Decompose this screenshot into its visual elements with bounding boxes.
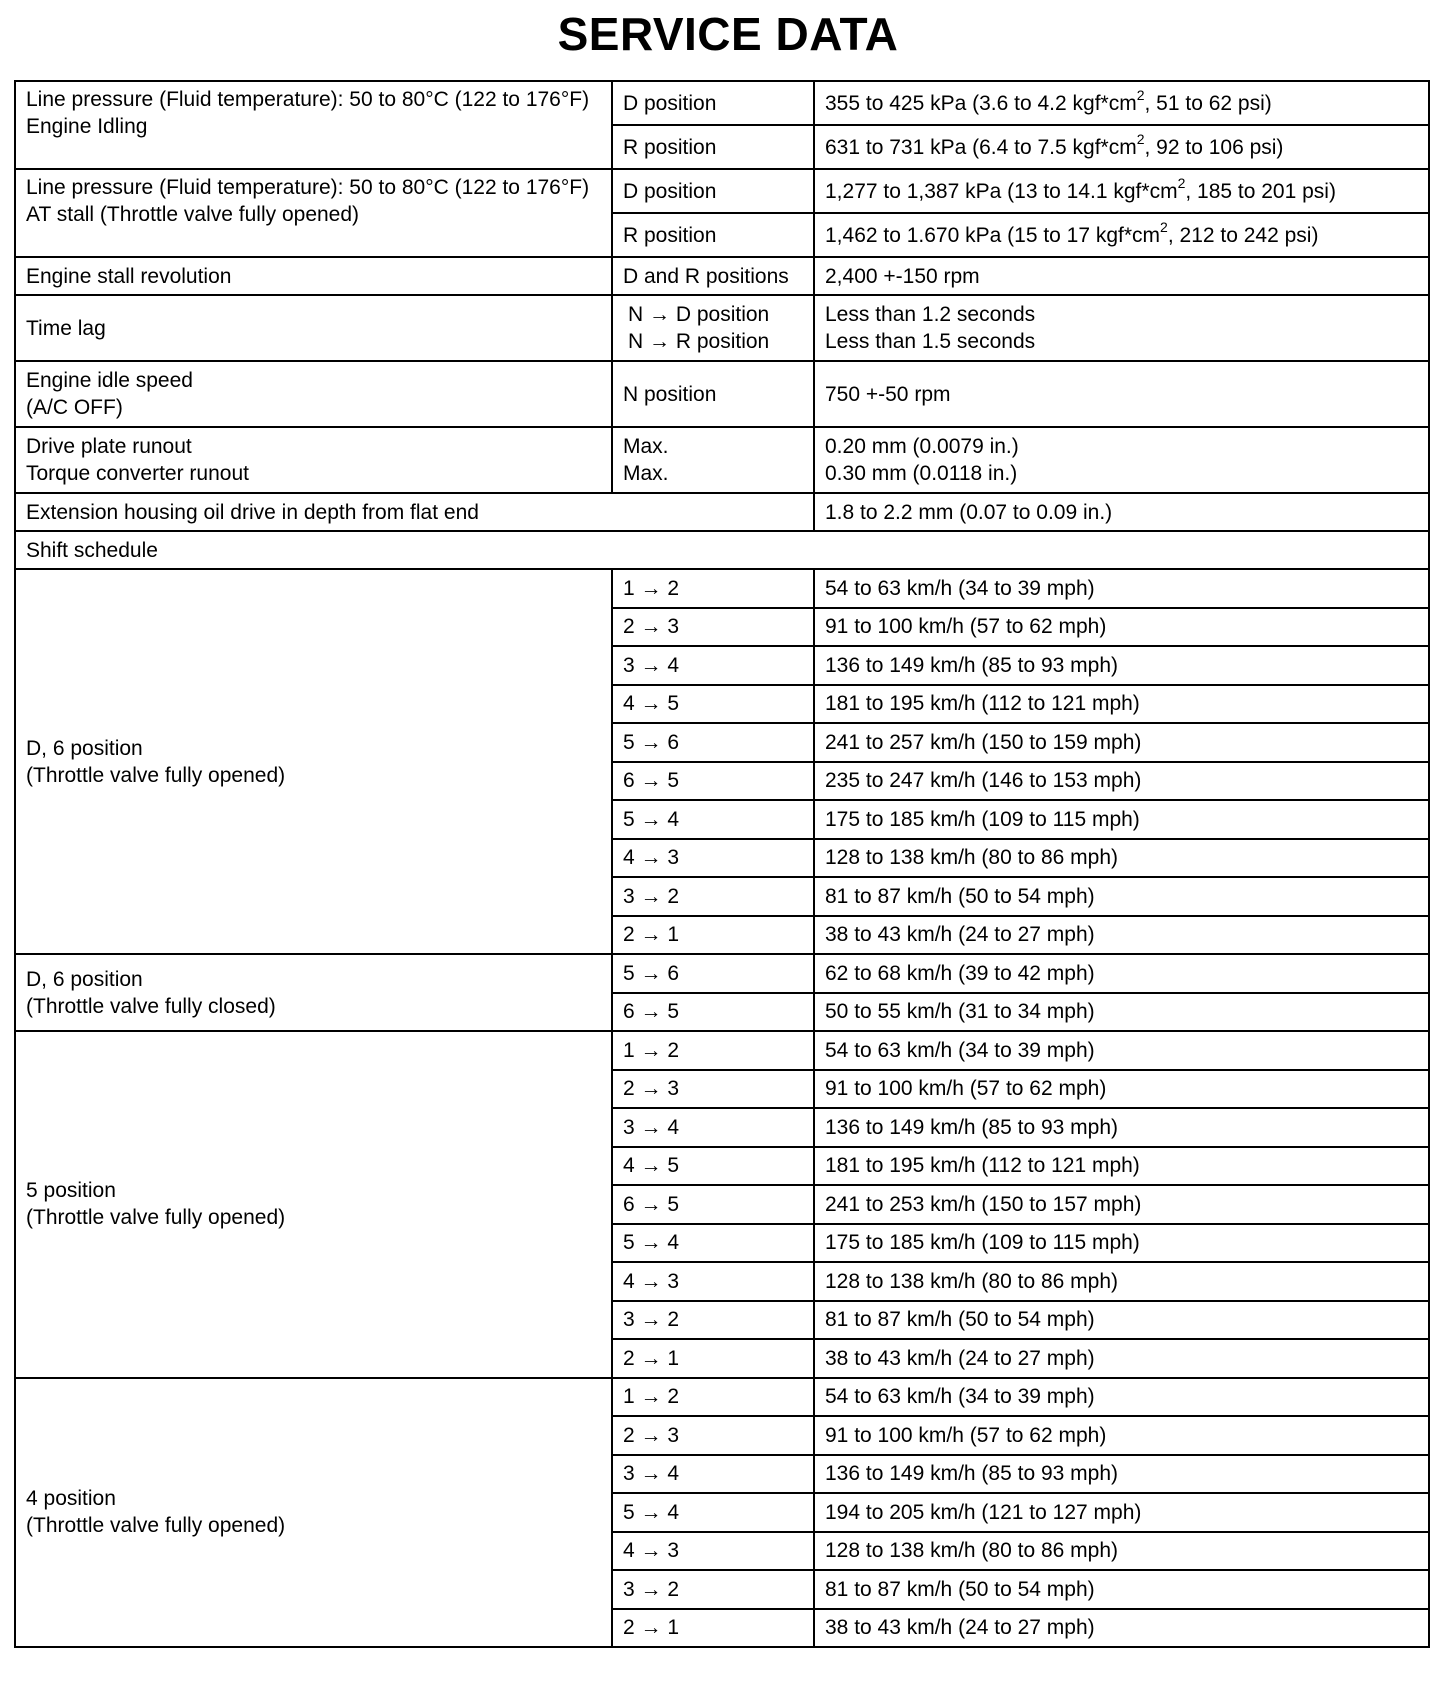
speed-cell: 91 to 100 km/h (57 to 62 mph): [814, 1416, 1429, 1455]
engine-idling-label: Engine Idling: [26, 115, 148, 138]
speed-cell: 175 to 185 km/h (109 to 115 mph): [814, 1224, 1429, 1263]
shift-group-throttle: (Throttle valve fully opened): [26, 1206, 286, 1230]
shift-cell: 1 → 2: [612, 1378, 814, 1417]
condition-cell: R position: [612, 125, 814, 169]
shift-group-label: [15, 569, 612, 954]
condition-cell: Max. Max.: [612, 427, 814, 493]
speed-cell: 241 to 257 km/h (150 to 159 mph): [814, 723, 1429, 762]
time-lag-label: Time lag: [15, 295, 612, 361]
at-stall-label: AT stall (Throttle valve fully opened): [26, 203, 360, 226]
idle-speed-label: Engine idle speed (A/C OFF): [15, 361, 612, 427]
shift-cell: 4 → 3: [612, 1262, 814, 1301]
runout-label: Drive plate runout Torque converter runout: [15, 427, 612, 493]
speed-cell: 54 to 63 km/h (34 to 39 mph): [814, 569, 1429, 608]
shift-group-position: D, 6 position: [26, 736, 143, 760]
table-row: [15, 257, 1429, 295]
shift-cell: 2 → 1: [612, 1609, 814, 1648]
value-cell: 1,462 to 1.670 kPa (15 to 17 $kgf*cm^2$, 212 to 242 psi): [814, 213, 1429, 257]
condition-cell: D and R positions: [612, 257, 814, 295]
condition-cell: R position: [612, 213, 814, 257]
line-pressure-label-text: Line pressure (Fluid temperature): 50 to 80°C (122 to 176°F): [26, 88, 590, 111]
shift-cell: 4 → 3: [612, 1532, 814, 1571]
table-row: [15, 81, 1429, 125]
shift-cell: 3 → 2: [612, 1570, 814, 1609]
shift-cell: 3 → 2: [612, 1301, 814, 1340]
shift-cell: 6 → 5: [612, 762, 814, 801]
condition-cell: N position: [612, 361, 814, 427]
shift-cell: 6 → 5: [612, 993, 814, 1032]
line-pressure-label-text: Line pressure (Fluid temperature): 50 to 80°C (122 to 176°F): [26, 176, 590, 199]
shift-group-throttle: (Throttle valve fully opened): [26, 763, 286, 787]
value-cell: 1,277 to 1,387 kPa (13 to 14.1 $kgf*cm^2$, 185 to 201 psi): [814, 169, 1429, 213]
shift-group-throttle: (Throttle valve fully closed): [26, 994, 276, 1018]
service-data-table: [14, 80, 1430, 1648]
shift-group-position: 5 position: [26, 1179, 116, 1203]
speed-cell: 128 to 138 km/h (80 to 86 mph): [814, 1262, 1429, 1301]
shift-cell: 5 → 4: [612, 1493, 814, 1532]
table-row: [15, 531, 1429, 569]
value-cell: 631 to 731 kPa (6.4 to 7.5 $kgf*cm^2$, 92 to 106 psi): [814, 125, 1429, 169]
shift-cell: 2 → 1: [612, 916, 814, 955]
value-cell: 2,400 +-150 rpm: [814, 257, 1429, 295]
line-pressure-idle-label: [15, 81, 612, 169]
shift-cell: 6 → 5: [612, 1185, 814, 1224]
shift-cell: 3 → 2: [612, 877, 814, 916]
engine-stall-label: Engine stall revolution: [15, 257, 612, 295]
shift-row: [15, 954, 1429, 993]
speed-cell: 91 to 100 km/h (57 to 62 mph): [814, 1070, 1429, 1109]
speed-cell: 128 to 138 km/h (80 to 86 mph): [814, 839, 1429, 878]
speed-cell: 136 to 149 km/h (85 to 93 mph): [814, 1108, 1429, 1147]
condition-cell: D position: [612, 81, 814, 125]
shift-cell: 2 → 3: [612, 1416, 814, 1455]
table-row: [15, 169, 1429, 213]
value-cell: 355 to 425 kPa (3.6 to 4.2 $kgf*cm^2$, 51 to 62 psi): [814, 81, 1429, 125]
shift-cell: 2 → 3: [612, 1070, 814, 1109]
table-row: [15, 361, 1429, 427]
speed-cell: 81 to 87 km/h (50 to 54 mph): [814, 877, 1429, 916]
table-row: [15, 493, 1429, 531]
shift-cell: 1 → 2: [612, 569, 814, 608]
line-pressure-stall-label: [15, 169, 612, 257]
service-data-body: [15, 81, 1429, 1647]
shift-cell: 5 → 4: [612, 800, 814, 839]
shift-cell: 3 → 4: [612, 646, 814, 685]
speed-cell: 235 to 247 km/h (146 to 153 mph): [814, 762, 1429, 801]
page-title: SERVICE DATA: [557, 8, 899, 60]
speed-cell: 54 to 63 km/h (34 to 39 mph): [814, 1031, 1429, 1070]
speed-cell: 81 to 87 km/h (50 to 54 mph): [814, 1570, 1429, 1609]
table-row: [15, 295, 1429, 361]
shift-group-label: [15, 1031, 612, 1378]
extension-housing-label: Extension housing oil drive in depth from flat end: [15, 493, 814, 531]
speed-cell: 175 to 185 km/h (109 to 115 mph): [814, 800, 1429, 839]
shift-cell: 2 → 3: [612, 608, 814, 647]
value-cell: 750 +-50 rpm: [814, 361, 1429, 427]
speed-cell: 62 to 68 km/h (39 to 42 mph): [814, 954, 1429, 993]
shift-cell: 5 → 6: [612, 723, 814, 762]
shift-row: [15, 569, 1429, 608]
shift-cell: 4 → 5: [612, 1147, 814, 1186]
shift-group-position: 4 position: [26, 1487, 116, 1511]
shift-cell: 3 → 4: [612, 1455, 814, 1494]
speed-cell: 38 to 43 km/h (24 to 27 mph): [814, 1609, 1429, 1648]
value-cell: 1.8 to 2.2 mm (0.07 to 0.09 in.): [814, 493, 1429, 531]
shift-group-label: [15, 954, 612, 1031]
table-row: [15, 427, 1429, 493]
speed-cell: 128 to 138 km/h (80 to 86 mph): [814, 1532, 1429, 1571]
speed-cell: 136 to 149 km/h (85 to 93 mph): [814, 646, 1429, 685]
shift-row: [15, 1378, 1429, 1417]
value-cell: 0.20 mm (0.0079 in.) 0.30 mm (0.0118 in.): [814, 427, 1429, 493]
condition-cell: D position: [612, 169, 814, 213]
shift-cell: 3 → 4: [612, 1108, 814, 1147]
speed-cell: 38 to 43 km/h (24 to 27 mph): [814, 1339, 1429, 1378]
speed-cell: 81 to 87 km/h (50 to 54 mph): [814, 1301, 1429, 1340]
shift-row: [15, 1031, 1429, 1070]
speed-cell: 136 to 149 km/h (85 to 93 mph): [814, 1455, 1429, 1494]
speed-cell: 181 to 195 km/h (112 to 121 mph): [814, 685, 1429, 724]
shift-cell: 4 → 3: [612, 839, 814, 878]
speed-cell: 241 to 253 km/h (150 to 157 mph): [814, 1185, 1429, 1224]
shift-group-label: [15, 1378, 612, 1648]
speed-cell: 38 to 43 km/h (24 to 27 mph): [814, 916, 1429, 955]
shift-cell: 5 → 6: [612, 954, 814, 993]
shift-group-position: D, 6 position: [26, 967, 143, 991]
condition-cell: N → D position N → R position: [612, 295, 814, 361]
shift-cell: 1 → 2: [612, 1031, 814, 1070]
speed-cell: 91 to 100 km/h (57 to 62 mph): [814, 608, 1429, 647]
speed-cell: 50 to 55 km/h (31 to 34 mph): [814, 993, 1429, 1032]
value-cell: Less than 1.2 seconds Less than 1.5 seconds: [814, 295, 1429, 361]
speed-cell: 54 to 63 km/h (34 to 39 mph): [814, 1378, 1429, 1417]
shift-group-throttle: (Throttle valve fully opened): [26, 1514, 286, 1538]
shift-schedule-heading: Shift schedule: [15, 531, 1429, 569]
speed-cell: 194 to 205 km/h (121 to 127 mph): [814, 1493, 1429, 1532]
shift-cell: 5 → 4: [612, 1224, 814, 1263]
speed-cell: 181 to 195 km/h (112 to 121 mph): [814, 1147, 1429, 1186]
shift-cell: 4 → 5: [612, 685, 814, 724]
shift-cell: 2 → 1: [612, 1339, 814, 1378]
